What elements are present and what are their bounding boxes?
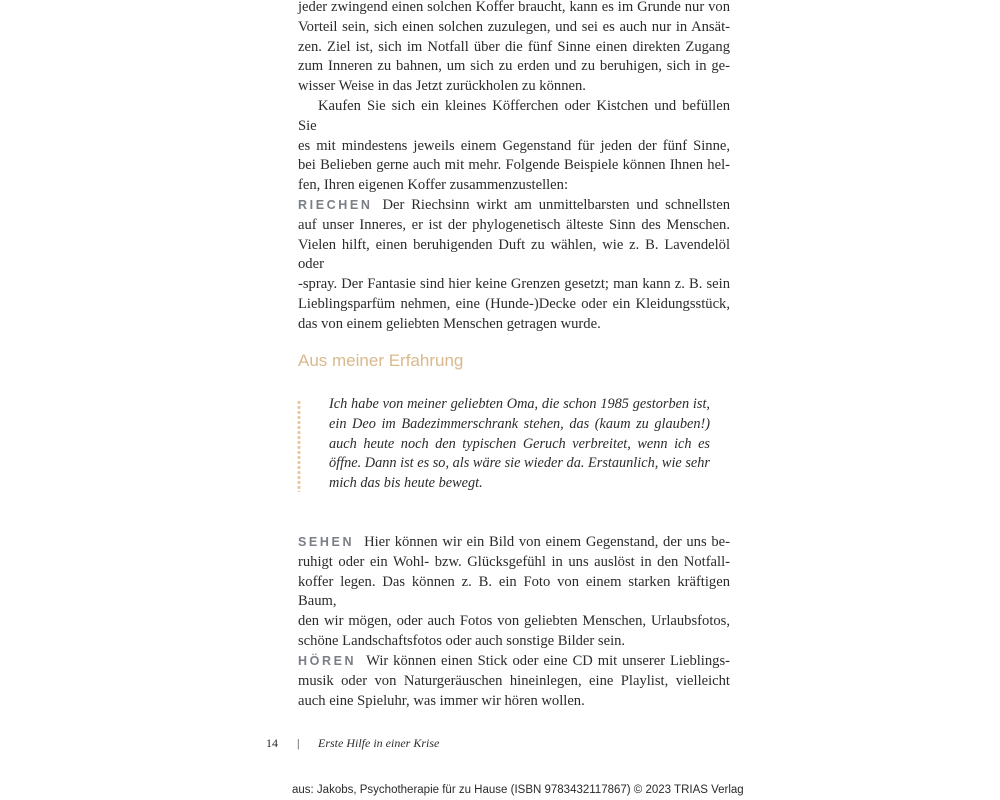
quote-line: Ich habe von meiner geliebten Oma, die schon 1985 gestorben ist, (329, 396, 710, 412)
intro-paragraph (298, 0, 730, 97)
dotted-quote-bar (297, 400, 301, 492)
riechen-first-line: Der Riechsinn wirkt am unmittelbarsten und schnellsten (382, 197, 730, 213)
text-line: zen. Ziel ist, sich im Notfall über die fünf Sinne einen direkten Zugang (298, 38, 730, 55)
experience-heading: Aus meiner Erfahrung (298, 351, 464, 370)
hoeren-first-line: Wir können einen Stick oder eine CD mit unserer Lieblings- (366, 653, 730, 669)
text-line: fen, Ihren eigenen Koffer zusammenzustellen: (298, 177, 569, 194)
quote-line: mich das bis heute bewegt. (329, 475, 483, 492)
text-line: zum Inneren zu bahnen, um sich zu erden und zu beruhigen, sich in ge- (298, 58, 730, 75)
sehen-keyword: SEHEN (298, 535, 355, 549)
text-line: koffer legen. Das können z. B. ein Foto von einem starken kräftigen Baum, (298, 573, 730, 610)
text-line: Vielen hilft, einen beruhigenden Duft zu wählen, wie z. B. Lavendelöl oder (298, 236, 730, 273)
text-line: das von einem geliebten Menschen getragen wurde. (298, 315, 601, 332)
text-line: Vorteil sein, sich einen solchen zuzulegen, und sei es auch nur in Ansät- (298, 18, 730, 35)
text-line: Lieblingsparfüm nehmen, eine (Hunde-)Decke oder ein Kleidungsstück, (298, 295, 730, 312)
text-line (298, 652, 730, 672)
text-line: den wir mögen, oder auch Fotos von geliebten Menschen, Urlaubsfotos, (298, 613, 730, 630)
text-line: auf unser Inneres, er ist der phylogenetisch älteste Sinn des Menschen. (298, 216, 730, 233)
text-line: ruhigt oder ein Wohl- bzw. Glücksgefühl in uns auslöst in den Notfall- (298, 553, 730, 570)
riechen-section (298, 196, 730, 335)
text-line: auch eine Spieluhr, was immer wir hören wollen. (298, 692, 585, 709)
sehen-section (298, 533, 730, 652)
copyright-notice: aus: Jakobs, Psychotherapie für zu Hause (ISBN 9783432117867) © 2023 TRIAS Verlag (292, 784, 744, 796)
text-line: schöne Landschaftsfotos oder auch sonstige Bilder sein. (298, 632, 626, 649)
text-line: Kaufen Sie sich ein kleines Köfferchen oder Kistchen und befüllen Sie (298, 98, 730, 134)
hoeren-section (298, 652, 730, 711)
running-title: Erste Hilfe in einer Krise (318, 736, 440, 750)
hoeren-keyword: HÖREN (298, 654, 357, 668)
text-line: -spray. Der Fantasie sind hier keine Grenzen gesetzt; man kann z. B. sein (298, 276, 730, 293)
riechen-keyword: RIECHEN (298, 198, 373, 212)
sehen-first-line: Hier können wir ein Bild von einem Gegenstand, der uns be- (364, 534, 730, 550)
quote-line: auch heute noch den typischen Geruch verbreitet, wenn ich es (329, 435, 710, 452)
footer-separator: | (297, 736, 300, 750)
kit-paragraph (298, 97, 730, 196)
text-line: bei Belieben gerne auch mit mehr. Folgende Beispiele können Ihnen hel- (298, 157, 730, 174)
text-line: es mit mindestens jeweils einem Gegenstand für jeden der fünf Sinne, (298, 137, 730, 154)
text-line: musik oder von Naturgeräuschen hineinlegen, eine Playlist, vielleicht (298, 672, 730, 689)
text-line: wisser Weise in das Jetzt zurückholen zu können. (298, 78, 586, 95)
quote-line: öffne. Dann ist es so, als wäre sie wieder da. Erstaunlich, wie sehr (329, 455, 710, 472)
page-number: 14 (266, 736, 278, 750)
text-line (298, 196, 730, 216)
experience-quote (329, 395, 710, 494)
text-line (298, 533, 730, 553)
text-line: jeder zwingend einen solchen Koffer braucht, kann es im Grunde nur von (298, 0, 730, 15)
quote-line: ein Deo im Badezimmerschrank stehen, das (kaum zu glauben!) (329, 415, 710, 432)
